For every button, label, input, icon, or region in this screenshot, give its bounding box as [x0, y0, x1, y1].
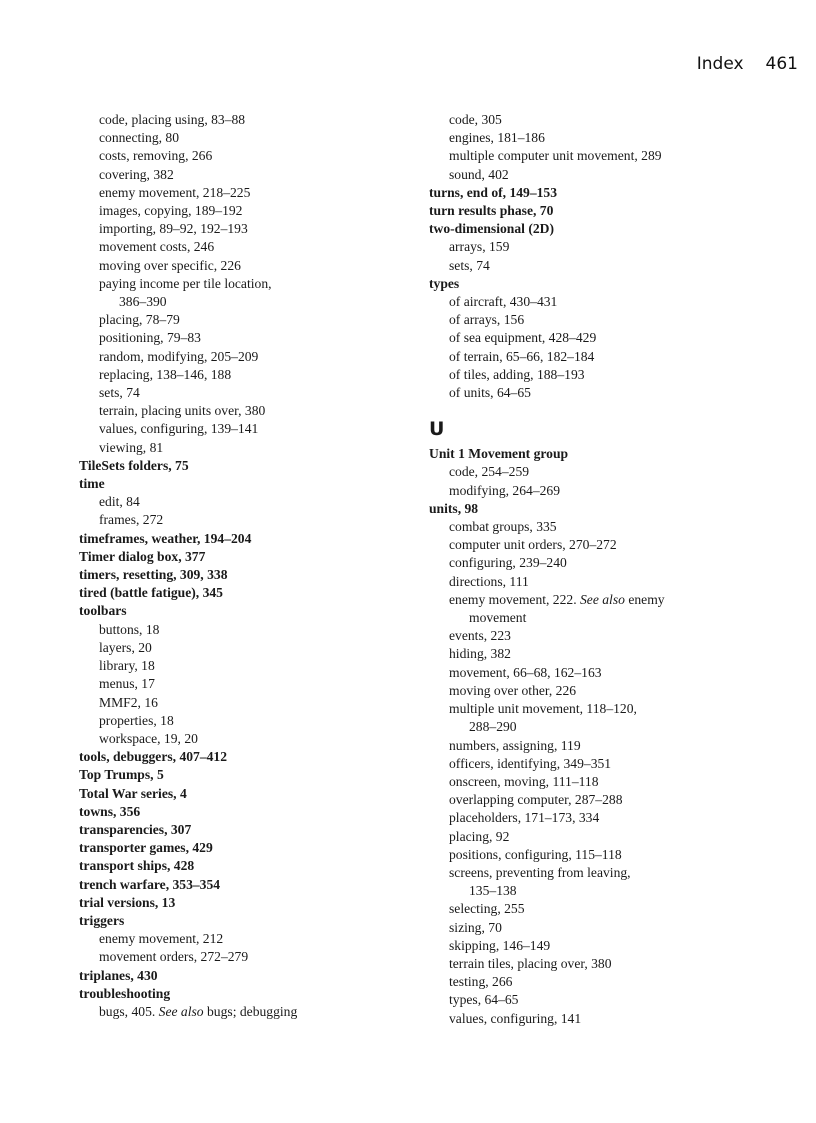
index-subentry	[79, 420, 409, 438]
index-subentry	[79, 621, 409, 639]
index-entry	[79, 548, 409, 566]
entry-text: placeholders, 171–173, 334	[449, 810, 600, 826]
entry-text: Top Trumps, 5	[79, 767, 164, 783]
index-entry	[429, 275, 759, 293]
index-continuation	[429, 882, 759, 900]
index-subentry	[429, 773, 759, 791]
entry-text: sizing, 70	[449, 919, 502, 935]
entry-text: troubleshooting	[79, 985, 171, 1001]
index-entry	[79, 785, 409, 803]
entry-text: bugs, 405.	[99, 1003, 159, 1019]
entry-text: terrain, placing units over, 380	[99, 403, 266, 419]
index-subentry	[429, 147, 759, 165]
index-subentry	[429, 384, 759, 402]
index-subentry	[79, 384, 409, 402]
index-column-right	[429, 111, 759, 1028]
index-subentry	[429, 973, 759, 991]
index-subentry	[79, 202, 409, 220]
index-entry	[79, 602, 409, 620]
entry-text: positioning, 79–83	[99, 330, 201, 346]
entry-text: properties, 18	[99, 712, 174, 728]
entry-text: directions, 111	[449, 573, 529, 589]
entry-text: values, configuring, 141	[449, 1010, 582, 1026]
entry-text: TileSets folders, 75	[79, 457, 189, 473]
entry-text: transparencies, 307	[79, 821, 192, 837]
see-also-label: See also	[158, 1003, 204, 1019]
index-entry	[79, 475, 409, 493]
entry-text: covering, 382	[99, 166, 174, 182]
entry-text: 386–390	[119, 294, 167, 310]
index-subentry	[79, 712, 409, 730]
entry-text: tired (battle fatigue), 345	[79, 585, 223, 601]
index-subentry	[79, 694, 409, 712]
entry-text: code, 254–259	[449, 464, 530, 480]
index-subentry	[429, 536, 759, 554]
index-entry	[79, 985, 409, 1003]
index-subentry	[429, 864, 759, 882]
entry-text: trench warfare, 353–354	[79, 876, 221, 892]
index-subentry	[79, 147, 409, 165]
entry-text: tools, debuggers, 407–412	[79, 749, 228, 765]
index-letter-heading	[429, 417, 759, 441]
entry-text: placing, 78–79	[99, 312, 180, 328]
index-subentry	[79, 493, 409, 511]
entry-text: sets, 74	[449, 257, 490, 273]
index-entry	[79, 839, 409, 857]
index-subentry	[429, 591, 759, 609]
running-header	[697, 54, 798, 74]
index-subentry	[79, 166, 409, 184]
entry-text: testing, 266	[449, 974, 513, 990]
index-entry	[79, 876, 409, 894]
entry-text: positions, configuring, 115–118	[449, 846, 622, 862]
entry-text: Total War series, 4	[79, 785, 187, 801]
index-subentry	[429, 554, 759, 572]
index-subentry	[79, 329, 409, 347]
index-entry	[79, 766, 409, 784]
entry-text: costs, removing, 266	[99, 148, 213, 164]
index-subentry	[79, 366, 409, 384]
entry-text: sound, 402	[449, 166, 509, 182]
index-subentry	[429, 700, 759, 718]
index-subentry	[429, 755, 759, 773]
index-subentry	[429, 791, 759, 809]
index-entry	[429, 445, 759, 463]
index-entry	[79, 857, 409, 875]
index-subentry	[429, 919, 759, 937]
entry-text: paying income per tile location,	[99, 275, 272, 291]
index-subentry	[429, 737, 759, 755]
entry-text: viewing, 81	[99, 439, 164, 455]
index-continuation	[429, 609, 759, 627]
index-subentry	[429, 257, 759, 275]
entry-text: configuring, 239–240	[449, 555, 567, 571]
entry-text: code, 305	[449, 112, 502, 127]
entry-text: workspace, 19, 20	[99, 730, 198, 746]
index-entry	[79, 967, 409, 985]
entry-text: Timer dialog box, 377	[79, 548, 206, 564]
entry-text: frames, 272	[99, 512, 164, 528]
entry-text: computer unit orders, 270–272	[449, 537, 617, 553]
index-subentry	[429, 937, 759, 955]
entry-text: edit, 84	[99, 494, 140, 510]
see-also-target: bugs; debugging	[203, 1003, 298, 1019]
entry-text: layers, 20	[99, 639, 152, 655]
index-subentry	[429, 682, 759, 700]
index-subentry	[79, 275, 409, 293]
entry-text: of sea equipment, 428–429	[449, 330, 597, 346]
index-entry	[79, 530, 409, 548]
entry-text: overlapping computer, 287–288	[449, 792, 623, 808]
index-entry	[79, 566, 409, 584]
index-subentry	[429, 482, 759, 500]
index-entry	[429, 500, 759, 518]
index-entry	[79, 803, 409, 821]
entry-text: enemy movement, 218–225	[99, 184, 251, 200]
index-subentry	[429, 166, 759, 184]
entry-text: sets, 74	[99, 385, 140, 401]
index-subentry	[429, 311, 759, 329]
index-subentry	[429, 129, 759, 147]
index-subentry	[79, 948, 409, 966]
index-subentry	[429, 573, 759, 591]
entry-text: moving over specific, 226	[99, 257, 241, 273]
index-subentry	[429, 828, 759, 846]
index-subentry	[79, 639, 409, 657]
index-subentry	[429, 955, 759, 973]
index-subentry	[79, 129, 409, 147]
index-subentry	[79, 439, 409, 457]
index-subentry	[429, 900, 759, 918]
entry-text: hiding, 382	[449, 646, 511, 662]
index-subentry	[79, 111, 409, 129]
entry-text: types	[429, 275, 460, 291]
entry-text: terrain tiles, placing over, 380	[449, 955, 612, 971]
entry-text: two-dimensional (2D)	[429, 221, 554, 237]
index-subentry	[429, 645, 759, 663]
entry-text: towns, 356	[79, 803, 141, 819]
index-subentry	[79, 238, 409, 256]
index-subentry	[79, 657, 409, 675]
index-subentry	[429, 809, 759, 827]
entry-text: units, 98	[429, 500, 479, 516]
entry-text: of arrays, 156	[449, 312, 525, 328]
index-subentry	[79, 184, 409, 202]
entry-text: of aircraft, 430–431	[449, 294, 558, 310]
entry-text: transporter games, 429	[79, 840, 213, 856]
entry-text: 288–290	[469, 719, 517, 735]
entry-text: menus, 17	[99, 676, 155, 692]
index-column-left	[79, 111, 409, 1021]
index-subentry	[429, 627, 759, 645]
entry-text: values, configuring, 139–141	[99, 421, 259, 437]
entry-text: transport ships, 428	[79, 858, 195, 874]
entry-text: multiple computer unit movement, 289	[449, 148, 662, 164]
entry-text: of terrain, 65–66, 182–184	[449, 348, 595, 364]
entry-text: time	[79, 476, 105, 492]
see-also-label: See also	[580, 591, 625, 607]
entry-text: connecting, 80	[99, 130, 180, 146]
entry-text: skipping, 146–149	[449, 937, 551, 953]
entry-text: library, 18	[99, 658, 155, 674]
index-entry	[79, 912, 409, 930]
index-subentry	[79, 730, 409, 748]
entry-text: officers, identifying, 349–351	[449, 755, 612, 771]
entry-text: 135–138	[469, 883, 517, 899]
index-subentry	[79, 348, 409, 366]
index-subentry	[429, 111, 759, 129]
entry-text: triggers	[79, 912, 125, 928]
entry-text: buttons, 18	[99, 621, 160, 637]
entry-text: movement, 66–68, 162–163	[449, 664, 602, 680]
entry-text: timeframes, weather, 194–204	[79, 530, 252, 546]
entry-text: types, 64–65	[449, 992, 519, 1008]
index-subentry	[429, 463, 759, 481]
entry-text: toolbars	[79, 603, 127, 619]
index-subentry	[429, 846, 759, 864]
index-subentry	[429, 238, 759, 256]
entry-text: enemy movement, 222.	[449, 591, 580, 607]
index-subentry	[429, 518, 759, 536]
entry-text: selecting, 255	[449, 901, 525, 917]
entry-text: random, modifying, 205–209	[99, 348, 259, 364]
entry-text: triplanes, 430	[79, 967, 158, 983]
index-subentry	[429, 348, 759, 366]
index-entry	[429, 184, 759, 202]
entry-text: placing, 92	[449, 828, 510, 844]
entry-text: engines, 181–186	[449, 130, 545, 146]
entry-text: MMF2, 16	[99, 694, 158, 710]
entry-text: timers, resetting, 309, 338	[79, 567, 228, 583]
index-subentry	[79, 511, 409, 529]
section-title: Index	[696, 54, 744, 74]
index-continuation	[429, 718, 759, 736]
entry-text: U	[429, 418, 445, 441]
entry-text: trial versions, 13	[79, 894, 176, 910]
index-entry	[429, 220, 759, 238]
see-also-target: enemy	[624, 591, 665, 607]
index-subentry	[79, 257, 409, 275]
index-subentry	[429, 329, 759, 347]
entry-text: code, placing using, 83–88	[99, 112, 246, 127]
entry-text: enemy movement, 212	[99, 931, 224, 947]
entry-text: events, 223	[449, 628, 511, 644]
entry-text: moving over other, 226	[449, 682, 577, 698]
index-entry	[79, 584, 409, 602]
index-subentry	[79, 930, 409, 948]
entry-text: screens, preventing from leaving,	[449, 864, 631, 880]
entry-text: images, copying, 189–192	[99, 203, 243, 219]
index-subentry	[429, 1010, 759, 1028]
index-continuation	[79, 293, 409, 311]
entry-text: of units, 64–65	[449, 385, 531, 401]
entry-text: replacing, 138–146, 188	[99, 366, 232, 382]
entry-text: movement	[469, 610, 527, 626]
index-entry	[79, 748, 409, 766]
entry-text: combat groups, 335	[449, 519, 557, 535]
index-subentry	[429, 991, 759, 1009]
index-subentry	[79, 311, 409, 329]
index-entry	[429, 202, 759, 220]
index-subentry	[429, 366, 759, 384]
index-subentry	[429, 664, 759, 682]
index-subentry	[79, 675, 409, 693]
entry-text: turns, end of, 149–153	[429, 184, 558, 200]
entry-text: modifying, 264–269	[449, 482, 561, 498]
entry-text: movement costs, 246	[99, 239, 215, 255]
index-subentry	[79, 402, 409, 420]
index-entry	[79, 457, 409, 475]
index-entry	[79, 821, 409, 839]
entry-text: Unit 1 Movement group	[429, 446, 569, 462]
index-subentry	[79, 220, 409, 238]
entry-text: movement orders, 272–279	[99, 949, 249, 965]
entry-text: importing, 89–92, 192–193	[99, 221, 248, 237]
index-subentry	[429, 293, 759, 311]
entry-text: multiple unit movement, 118–120,	[449, 701, 637, 717]
page-number: 461	[765, 54, 798, 74]
entry-text: onscreen, moving, 111–118	[449, 773, 599, 789]
entry-text: of tiles, adding, 188–193	[449, 366, 585, 382]
entry-text: numbers, assigning, 119	[449, 737, 581, 753]
entry-text: arrays, 159	[449, 239, 510, 255]
entry-text: turn results phase, 70	[429, 203, 554, 219]
index-subentry	[79, 1003, 409, 1021]
index-entry	[79, 894, 409, 912]
